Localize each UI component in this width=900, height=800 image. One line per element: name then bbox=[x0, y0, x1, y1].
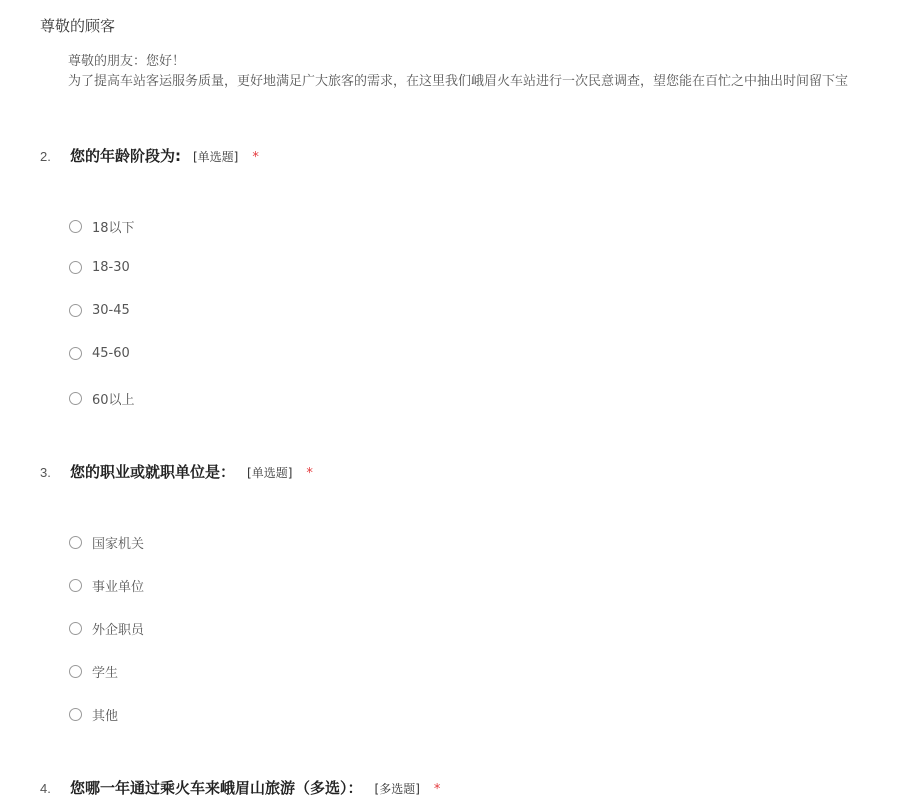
q2-option-45-60[interactable] bbox=[69, 346, 130, 361]
intro-text: 为了提高车站客运服务质量，更好地满足广大旅客的需求，在这里我们峨眉火车站进行一次民意调查，望您能在百忙之中抽出时间留下宝 bbox=[68, 74, 849, 89]
option-label: 18以下 bbox=[92, 221, 135, 236]
q3-option-government[interactable] bbox=[69, 533, 144, 552]
required-marker: * bbox=[252, 150, 259, 165]
option-label: 外企职员 bbox=[92, 623, 145, 638]
option-label: 学生 bbox=[92, 666, 119, 681]
question-type-tag: [多选题] bbox=[374, 782, 420, 796]
question-2-header bbox=[40, 145, 259, 166]
question-type-tag: [单选题] bbox=[193, 150, 239, 164]
radio-button[interactable] bbox=[69, 622, 82, 635]
q2-option-30-45[interactable] bbox=[69, 303, 130, 318]
intro-greeting: 尊敬的朋友：您好！ bbox=[68, 54, 186, 69]
radio-button[interactable] bbox=[69, 220, 82, 233]
question-number: 2. bbox=[40, 149, 51, 164]
question-title: 您的职业或就职单位是： bbox=[70, 463, 236, 481]
question-number: 4. bbox=[40, 781, 51, 796]
radio-button[interactable] bbox=[69, 392, 82, 405]
radio-button[interactable] bbox=[69, 261, 82, 274]
option-label: 45-60 bbox=[92, 346, 130, 361]
question-number: 3. bbox=[40, 465, 51, 480]
question-title: 您的年龄阶段为: bbox=[70, 147, 181, 165]
question-4-header bbox=[40, 777, 440, 798]
radio-button[interactable] bbox=[69, 708, 82, 721]
question-3-header bbox=[40, 461, 313, 482]
q3-option-public-institution[interactable] bbox=[69, 576, 144, 595]
option-label: 事业单位 bbox=[92, 580, 145, 595]
q3-option-other[interactable] bbox=[69, 705, 118, 724]
required-marker: * bbox=[306, 466, 313, 481]
option-label: 其他 bbox=[92, 709, 119, 724]
option-label: 30-45 bbox=[92, 303, 130, 318]
q3-option-student[interactable] bbox=[69, 662, 118, 681]
survey-intro bbox=[68, 52, 848, 92]
radio-button[interactable] bbox=[69, 665, 82, 678]
radio-button[interactable] bbox=[69, 304, 82, 317]
required-marker: * bbox=[433, 782, 441, 797]
option-label: 国家机关 bbox=[92, 537, 145, 552]
q3-option-foreign-company[interactable] bbox=[69, 619, 144, 638]
radio-button[interactable] bbox=[69, 347, 82, 360]
q2-option-over-60[interactable] bbox=[69, 389, 135, 408]
radio-button[interactable] bbox=[69, 536, 82, 549]
radio-button[interactable] bbox=[69, 579, 82, 592]
q2-option-under-18[interactable] bbox=[69, 217, 135, 236]
question-type-tag: [单选题] bbox=[247, 466, 293, 480]
option-label: 18-30 bbox=[92, 260, 130, 275]
survey-title: 尊敬的顾客 bbox=[40, 17, 116, 35]
question-title: 您哪一年通过乘火车来峨眉山旅游（多选）： bbox=[70, 779, 363, 797]
q2-option-18-30[interactable] bbox=[69, 260, 130, 275]
option-label: 60以上 bbox=[92, 393, 135, 408]
